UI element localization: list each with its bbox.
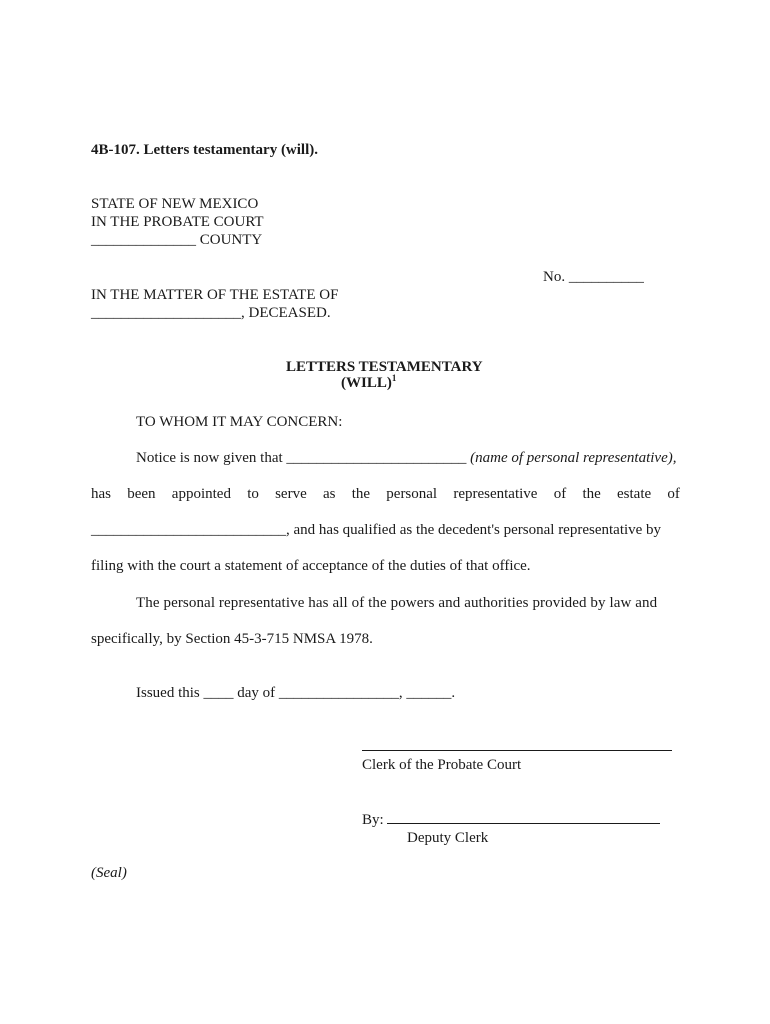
clerk-signature-line xyxy=(362,750,672,751)
case-number-blank: __________ xyxy=(568,269,644,285)
document-subtitle xyxy=(341,374,396,392)
case-number xyxy=(543,268,644,286)
caption-matter: IN THE MATTER OF THE ESTATE OF xyxy=(91,287,339,303)
appointed-word: of xyxy=(667,486,680,502)
footnote-marker: 1 xyxy=(391,373,397,383)
appointed-word: serve xyxy=(275,486,307,502)
appointed-word: personal xyxy=(386,486,438,502)
deputy-label: Deputy Clerk xyxy=(407,830,489,846)
decedent-name-blank: __________________________ xyxy=(91,522,286,538)
issued-period: . xyxy=(451,685,456,701)
county-blank: ______________ xyxy=(91,232,196,248)
appointed-word: as xyxy=(322,486,336,502)
by-label: By: xyxy=(362,812,384,828)
issued-day-blank: ____ xyxy=(203,685,234,701)
appointed-word: been xyxy=(127,486,156,502)
issued-comma: , xyxy=(398,685,403,701)
caption-estate-line xyxy=(91,304,331,322)
qualified-text: , and has qualified as the decedent's personal representative by xyxy=(286,522,662,538)
appointed-line xyxy=(91,485,680,503)
caption-county-line xyxy=(91,231,262,249)
issued-year-blank: ______ xyxy=(406,685,452,701)
representative-name-hint: (name of personal representative), xyxy=(470,450,677,466)
notice-line xyxy=(136,449,676,467)
section-line: specifically, by Section 45-3-715 NMSA 1978. xyxy=(91,631,373,647)
county-label: COUNTY xyxy=(199,232,263,248)
subtitle-will: (WILL) xyxy=(341,375,392,391)
estate-blank: ____________________ xyxy=(91,305,241,321)
appointed-word: has xyxy=(91,486,111,502)
issued-line xyxy=(136,684,455,702)
filing-line: filing with the court a statement of acceptance of the duties of that office. xyxy=(91,558,531,574)
appointed-word: appointed xyxy=(171,486,231,502)
seal-label: (Seal) xyxy=(91,865,127,881)
deceased-label: , DECEASED. xyxy=(241,305,331,321)
notice-text: Notice is now given that xyxy=(136,450,283,466)
form-heading: 4B-107. Letters testamentary (will). xyxy=(91,142,319,158)
powers-line: The personal representative has all of the powers and authorities provided by law and xyxy=(136,595,658,611)
appointed-word: representative xyxy=(453,486,538,502)
issued-day-of: day of xyxy=(237,685,276,701)
appointed-word: the xyxy=(582,486,601,502)
decedent-line xyxy=(91,521,661,539)
representative-name-blank: ________________________ xyxy=(286,450,467,466)
appointed-word: to xyxy=(247,486,259,502)
case-number-label: No. xyxy=(543,269,566,285)
appointed-word: estate xyxy=(617,486,652,502)
issued-month-blank: ________________ xyxy=(278,685,399,701)
caption-court: IN THE PROBATE COURT xyxy=(91,214,264,230)
salutation: TO WHOM IT MAY CONCERN: xyxy=(136,414,343,430)
appointed-word: the xyxy=(351,486,371,502)
caption-state: STATE OF NEW MEXICO xyxy=(91,196,259,212)
document-title: LETTERS TESTAMENTARY xyxy=(286,359,483,375)
clerk-label: Clerk of the Probate Court xyxy=(362,757,522,773)
deputy-signature-line xyxy=(387,823,660,824)
appointed-word: of xyxy=(553,486,567,502)
issued-prefix: Issued this xyxy=(136,685,200,701)
